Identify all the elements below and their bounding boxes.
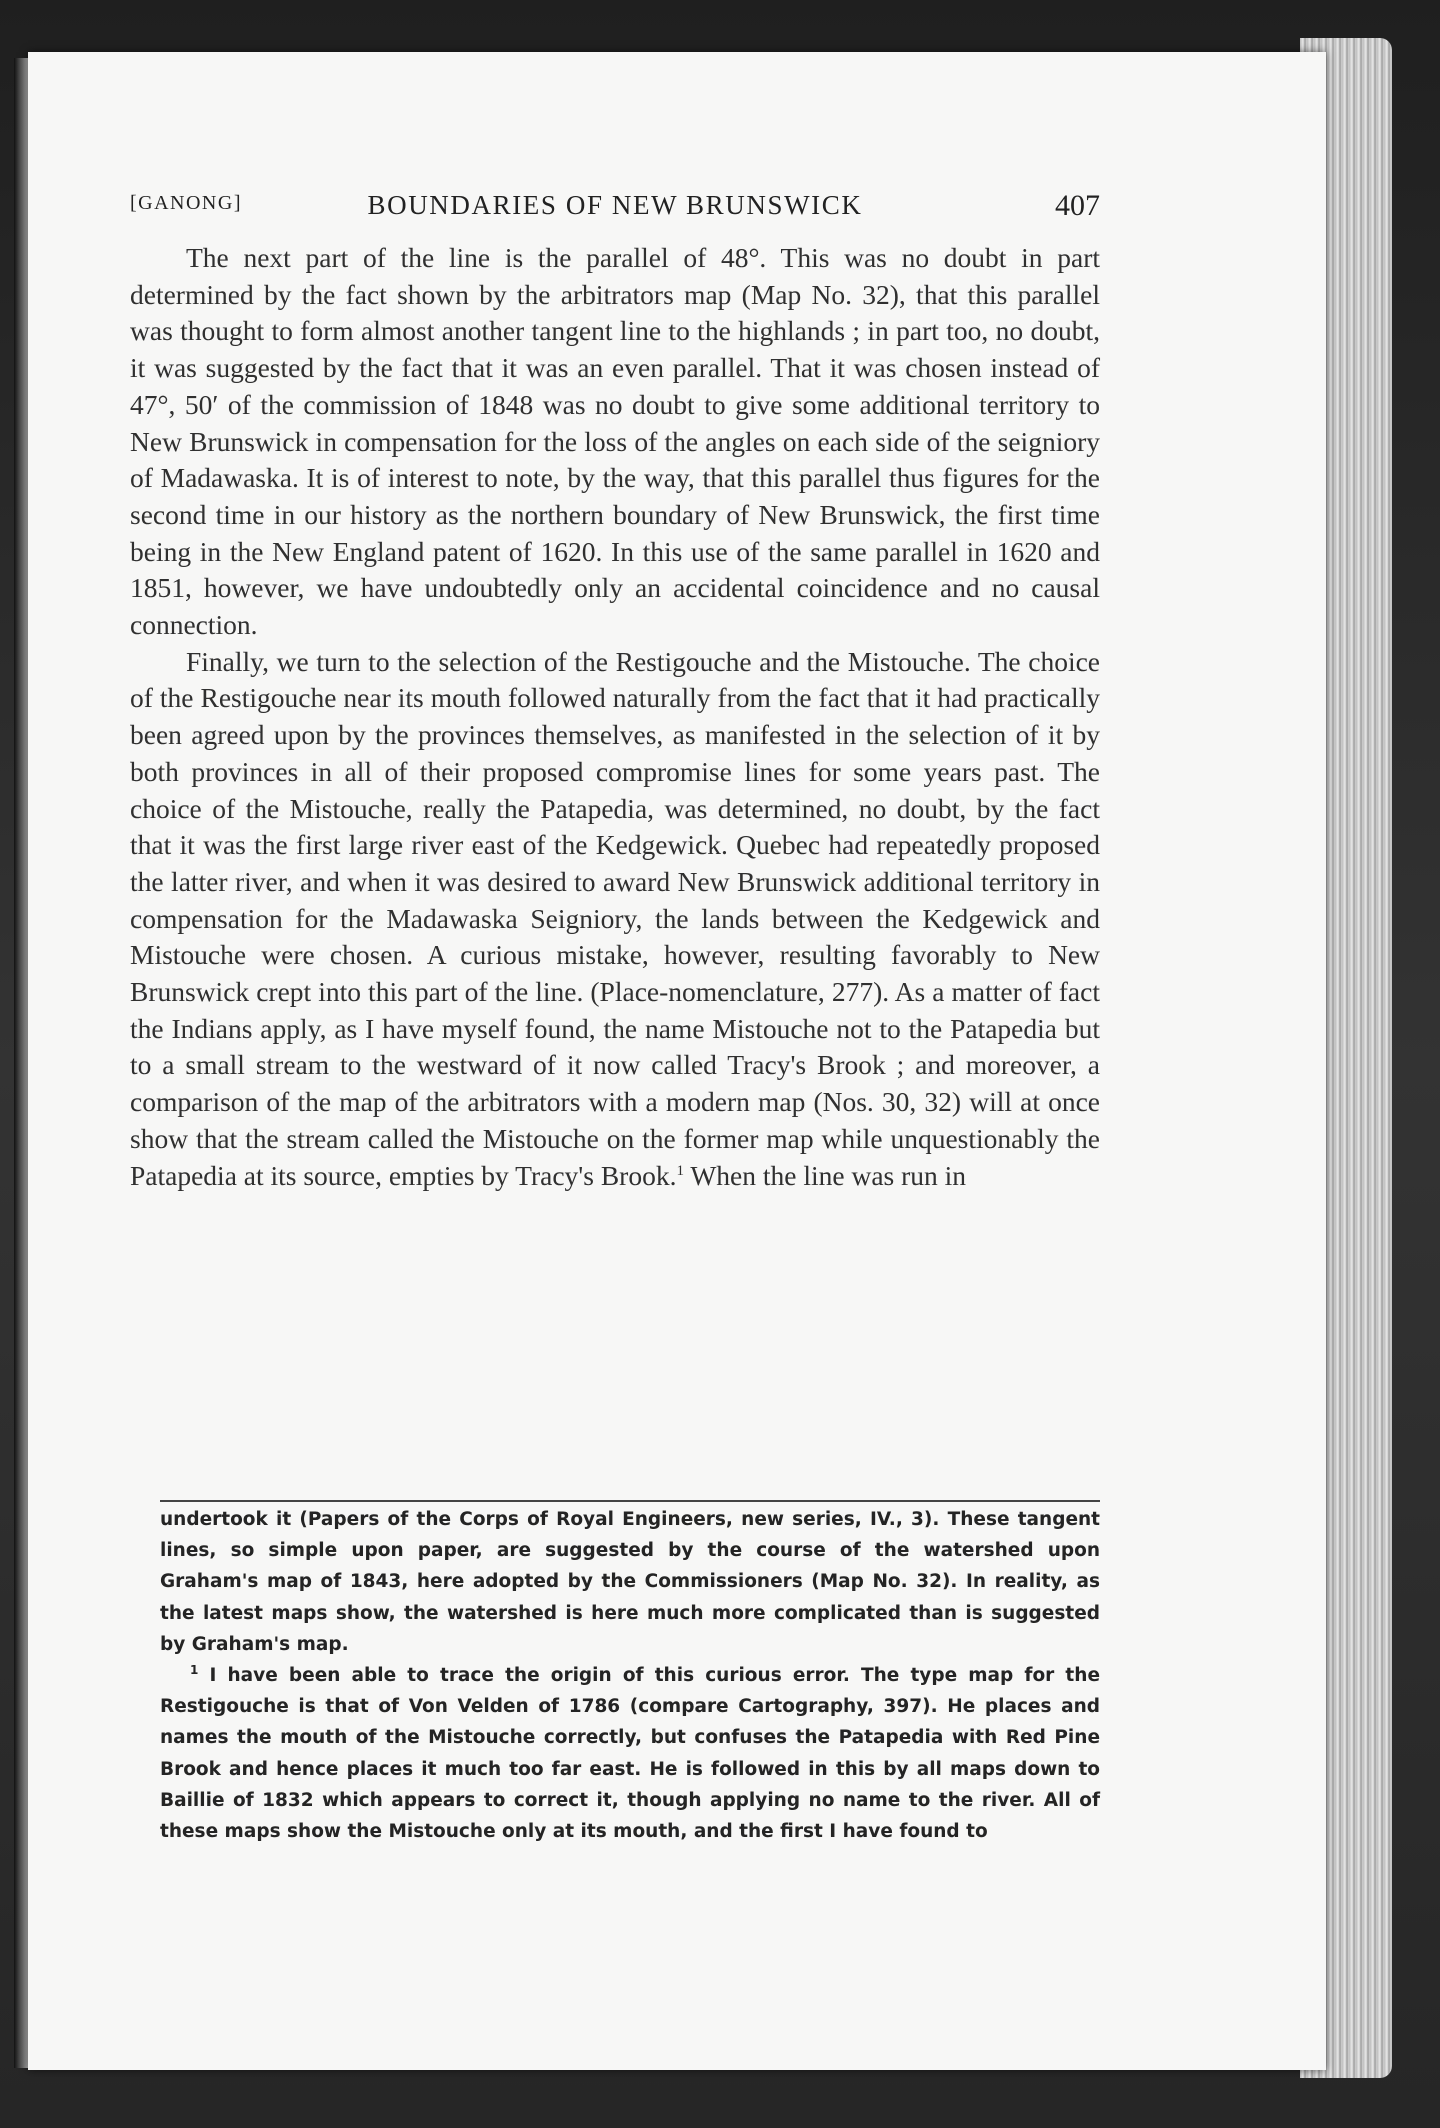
paragraph-2-tail: When the line was run in	[683, 1159, 967, 1191]
footnote-1	[160, 1660, 1100, 1847]
paragraph-2-text: Finally, we turn to the selection of the Restigouche and the Mistouche. The choice of the Restigouche near its mouth followed naturally from the fact that it had practically been agreed upon by the provinces themselves, as manifested in the selection of it by both provinces in all of their proposed compromise lines for some years past. The choice of the Mistouche, really the Patapedia, was determined, no doubt, by the fact that it was the first large river east of the Kedgewick. Quebec had repeatedly proposed the latter river, and when it was desired to award New Brunswick additional territory in compensation for the Madawaska Seigniory, the lands between the Kedgewick and Mistouche were chosen. A curious mistake, however, resulting favorably to New Brunswick crept into this part of the line. (Place-nomenclature, 277). As a matter of fact the Indians apply, as I have myself found, the name Mistouche not to the Patapedia but to a small stream to the westward of it now called Tracy's Brook ; and moreover, a comparison of the map of the arbitrators with a modern map (Nos. 30, 32) will at once show that the stream called the Mistouche on the former map while unquestionably the Patapedia at its source, empties by Tracy's Brook.	[130, 645, 1100, 1191]
header-title: BOUNDARIES OF NEW BRUNSWICK	[367, 190, 863, 220]
main-text	[130, 240, 1100, 1194]
footnote-rule	[160, 1500, 1100, 1502]
paragraph-1: The next part of the line is the parallel of 48°. This was no doubt in part determined by the fact shown by the arbitrators map (Map No. 32), that this parallel was thought to form almost another tangent line to the highlands ; in part too, no doubt, it was suggested by the fact that it was an even parallel. That it was chosen instead of 47°, 50′ of the commission of 1848 was no doubt to give some additional territory to New Brunswick in compensation for the loss of the angles on each side of the seigniory of Madawaska. It is of interest to note, by the way, that this parallel thus figures for the second time in our history as the northern boundary of New Brunswick, the first time being in the New England patent of 1620. In this use of the same parallel in 1620 and 1851, however, we have undoubtedly only an accidental coincidence and no causal connection.	[130, 242, 1100, 641]
footnote-reference: 1	[676, 1162, 684, 1179]
footnote-continued: undertook it (Papers of the Corps of Royal Engineers, new series, IV., 3). These tangent lines, so simple upon paper, are suggested by the course of the watershed upon Graham's map of 1843, here adopted by the Commissioners (Map No. 32). In reality, as the latest maps show, the watershed is here much more complicated than is suggested by Graham's map.	[160, 1509, 1100, 1655]
footnote-marker: 1	[190, 1662, 199, 1677]
running-header	[130, 190, 1100, 230]
footnote-1-text: I have been able to trace the origin of this curious error. The type map for the Restigouche is that of Von Velden of 1786 (compare Cartography, 397). He places and names the mouth of the Mistouche correctly, but confuses the Patapedia with Red Pine Brook and hence places it much too far east. He is followed in this by all maps down to Baillie of 1832 which appears to correct it, though applying no name to the river. All of these maps show the Mistouche only at its mouth, and the first I have found to	[160, 1665, 1100, 1843]
header-author: [GANONG]	[130, 192, 242, 214]
footnotes	[160, 1504, 1100, 1847]
page-number: 407	[1055, 189, 1100, 222]
paragraph-2	[130, 644, 1100, 1195]
